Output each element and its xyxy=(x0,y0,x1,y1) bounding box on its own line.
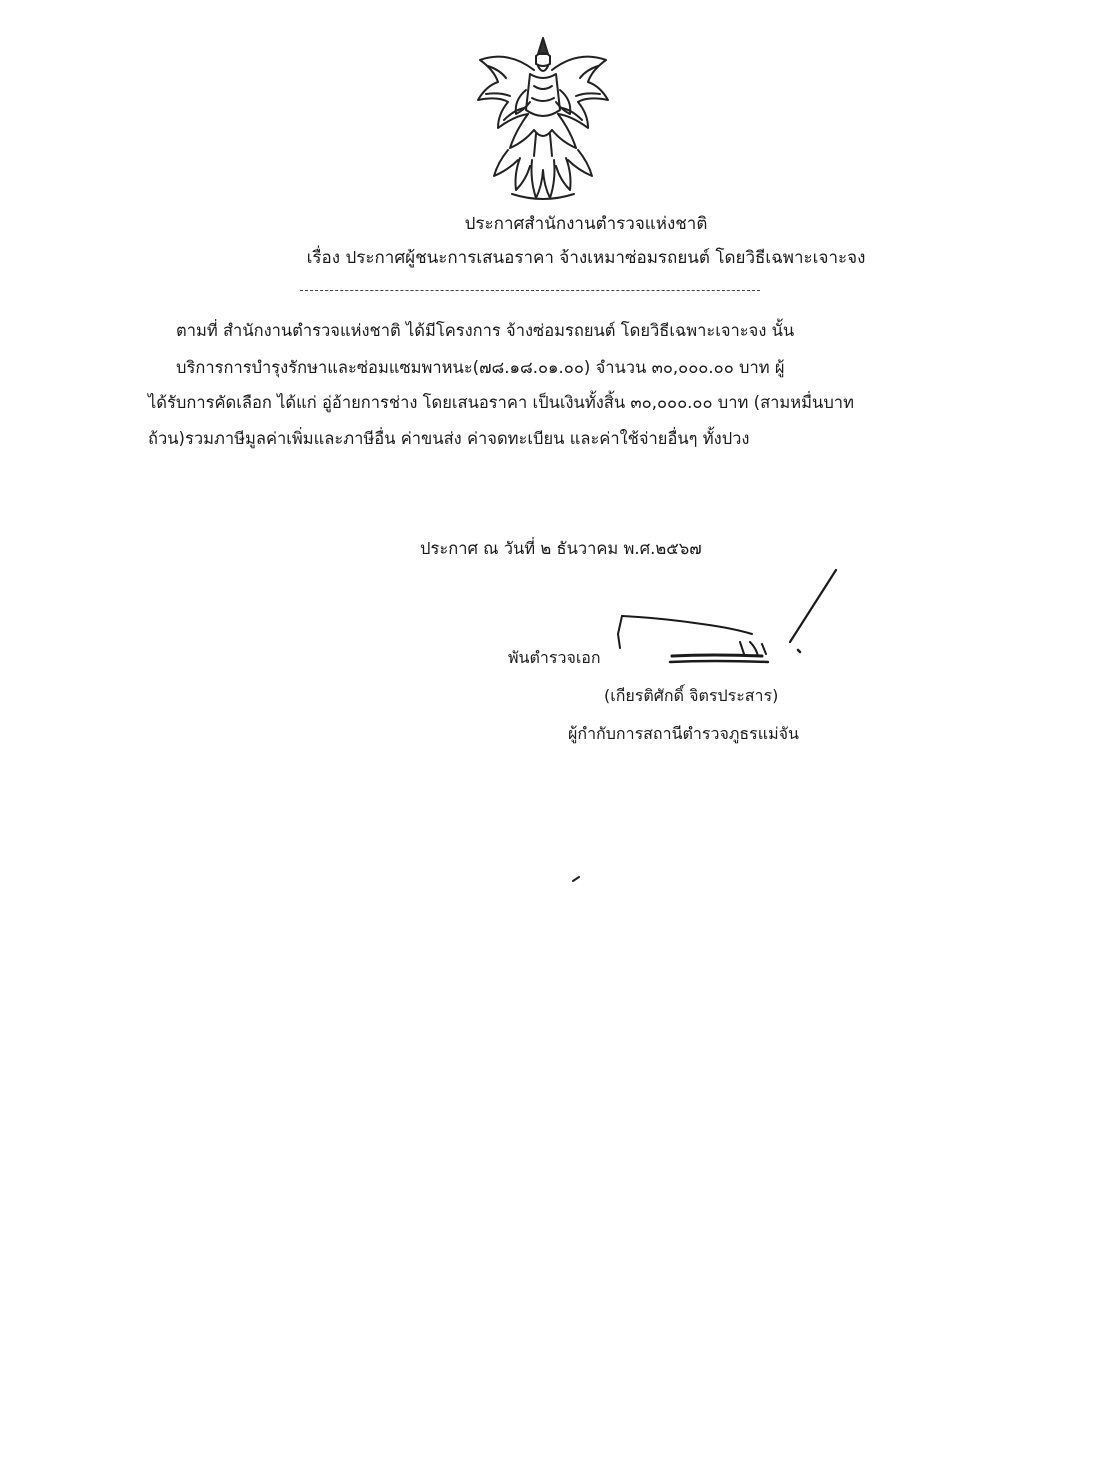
signatory-rank: พันตำรวจเอก xyxy=(508,648,601,667)
handwritten-signature xyxy=(612,568,842,678)
announcement-date: ประกาศ ณ วันที่ ๒ ธันวาคม พ.ศ.๒๕๖๗ xyxy=(420,539,702,558)
body-paragraph-line-2: บริการการบำรุงรักษาและซ่อมแซมพาหนะ(๗๘.๑๘.๐๑.๐๐) จำนวน ๓๐,๐๐๐.๐๐ บาท ผู้ xyxy=(176,358,785,377)
body-paragraph-line-4: ถ้วน)รวมภาษีมูลค่าเพิ่มและภาษีอื่น ค่าขนส่ง ค่าจดทะเบียน และค่าใช้จ่ายอื่นๆ ทั้งปวง xyxy=(148,429,750,448)
signatory-position: ผู้กำกับการสถานีตำรวจภูธรแม่จัน xyxy=(568,724,799,743)
body-paragraph-line-1: ตามที่ สำนักงานตำรวจแห่งชาติ ได้มีโครงการ จ้างซ่อมรถยนต์ โดยวิธีเฉพาะเจาะจง นั้น xyxy=(176,321,795,340)
signatory-name: (เกียรติศักดิ์ จิตรประสาร) xyxy=(604,686,779,705)
scan-mark xyxy=(572,876,580,882)
announcement-title: ประกาศสำนักงานตำรวจแห่งชาติ xyxy=(464,214,708,234)
title-separator xyxy=(300,290,760,291)
garuda-emblem-icon xyxy=(468,30,618,206)
body-paragraph-line-3: ได้รับการคัดเลือก ได้แก่ อู่อ้ายการช่าง โดยเสนอราคา เป็นเงินทั้งสิ้น ๓๐,๐๐๐.๐๐ บาท (สามหมื่นบาท xyxy=(148,393,854,412)
announcement-subject: เรื่อง ประกาศผู้ชนะการเสนอราคา จ้างเหมาซ่อมรถยนต์ โดยวิธีเฉพาะเจาะจง xyxy=(306,248,866,268)
